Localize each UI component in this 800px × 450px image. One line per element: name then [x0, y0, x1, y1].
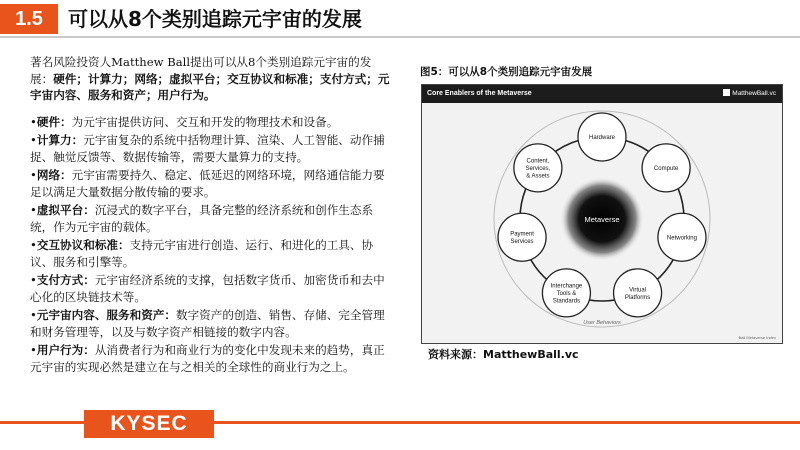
bullet-text: 数字资产的创造、销售、存储、完全管理和财务管理等，以及与数字资产相链接的数字内容。: [30, 308, 385, 339]
intro-paragraph: [30, 54, 390, 104]
bullet-title: 网络：: [36, 168, 72, 182]
intro-categories: 硬件；计算力；网络；虚拟平台；交互协议和标准；支付方式；元宇宙内容、服务和资产；用户行为。: [30, 71, 390, 102]
bullet-title: 计算力：: [36, 133, 84, 147]
figure-footnote: Ball Metaverse Index: [738, 335, 776, 340]
figure-logo: [723, 89, 776, 99]
bullet-title: 支付方式：: [36, 273, 95, 287]
enabler-node-label: Services: [510, 239, 534, 246]
section-number-badge: 1.5: [0, 4, 58, 34]
slide-footer: [0, 410, 800, 450]
enablers-diagram: [422, 103, 782, 343]
metaverse-enablers-figure: [421, 84, 783, 344]
company-logo-text: KYSEC: [110, 412, 188, 435]
ring-label: User Behaviors: [583, 320, 621, 326]
intro-text: 著名风险投资人Matthew Ball提出可以从8个类别追踪元宇宙的发展：: [30, 55, 372, 86]
slide-title: 可以从8个类别追踪元宇宙的发展: [68, 7, 362, 31]
bullet-text: 元宇宙需要持久、稳定、低延迟的网络环境，网络通信能力要足以满足大量数据分散传输的要求。: [30, 168, 385, 199]
figure-title-bar: [422, 85, 782, 103]
figure-logo-text: MatthewBall.vc: [732, 90, 776, 97]
source-note: 资料来源：MatthewBall.vc: [428, 348, 579, 361]
bullet-title: 硬件：: [36, 114, 72, 129]
bullet-text: 为元宇宙提供访问、交互和开发的物理技术和设备。: [71, 114, 339, 129]
figure-caption: 图5：可以从8个类别追踪元宇宙发展: [420, 66, 593, 78]
logo-square-icon: [723, 89, 730, 96]
enabler-node-label: Compute: [653, 166, 679, 173]
center-label: Metaverse: [584, 215, 620, 224]
enabler-node-label: Platforms: [624, 294, 651, 301]
list-item: •计算力：元宇宙复杂的系统中括物理计算、渲染、人工智能、动作捕捉、触觉反馈等、数据传输等，需要大量算力的支持。: [30, 133, 385, 164]
enabler-node-label: Interchange: [550, 283, 583, 290]
list-item: •支付方式：元宇宙经济系统的支撑，包括数字货币、加密货币和去中心化的区块链技术等。: [30, 273, 385, 304]
list-item: •交互协议和标准：支持元宇宙进行创造、运行、和进化的工具、协议、服务和引擎等。: [30, 238, 374, 269]
bullet-text: 沉浸式的数字平台，具备完整的经济系统和创作生态系统，作为元宇宙的载体。: [30, 203, 374, 234]
enabler-node-label: Tools &: [556, 291, 577, 298]
list-item: •网络：元宇宙需要持久、稳定、低延迟的网络环境，网络通信能力要足以满足大量数据分散传输的要求。: [30, 168, 385, 199]
header-divider: [0, 36, 800, 38]
enabler-node-label: Networking: [666, 235, 697, 242]
slide-header: [0, 0, 800, 38]
bullet-text: 元宇宙复杂的系统中括物理计算、渲染、人工智能、动作捕捉、触觉反馈等、数据传输等，需要大量算力的支持。: [30, 133, 385, 164]
bullet-text: 支持元宇宙进行创造、运行、和进化的工具、协议、服务和引擎等。: [30, 238, 374, 269]
enabler-node-label: Hardware: [588, 135, 616, 142]
enabler-node-label: Services,: [525, 166, 551, 173]
figure-bar-title: Core Enablers of the Metaverse: [427, 90, 532, 97]
enabler-node-label: Standards: [552, 298, 581, 305]
list-item: •虚拟平台：沉浸式的数字平台，具备完整的经济系统和创作生态系统，作为元宇宙的载体。: [30, 203, 374, 234]
bullet-text: 元宇宙经济系统的支撑，包括数字货币、加密货币和去中心化的区块链技术等。: [30, 273, 385, 304]
bullet-title: 元宇宙内容、服务和资产：: [36, 308, 176, 322]
list-item: •元宇宙内容、服务和资产：数字资产的创造、销售、存储、完全管理和财务管理等，以及与数字资产相链接的数字内容。: [30, 308, 385, 339]
bullet-title: 虚拟平台：: [36, 203, 95, 217]
bullet-text: 从消费者行为和商业行为的变化中发现未来的趋势，真正元宇宙的实现必然是建立在与之相关的全球性的商业行为之上。: [30, 343, 385, 374]
bullet-title: 交互协议和标准：: [36, 238, 130, 252]
enabler-node-label: Payment: [510, 231, 534, 238]
bullet-title: 用户行为：: [36, 343, 95, 357]
company-logo: [84, 410, 214, 438]
enabler-node-label: & Assets: [526, 173, 550, 180]
body-text: [30, 54, 390, 377]
enabler-node-label: Content,: [526, 158, 550, 165]
enabler-node-label: Virtual: [629, 287, 647, 294]
list-item: •用户行为：从消费者行为和商业行为的变化中发现未来的趋势，真正元宇宙的实现必然是建立在与之相关的全球性的商业行为之上。: [30, 343, 385, 374]
enabler-list: [30, 114, 390, 376]
list-item: •硬件：为元宇宙提供访问、交互和开发的物理技术和设备。: [30, 114, 339, 129]
